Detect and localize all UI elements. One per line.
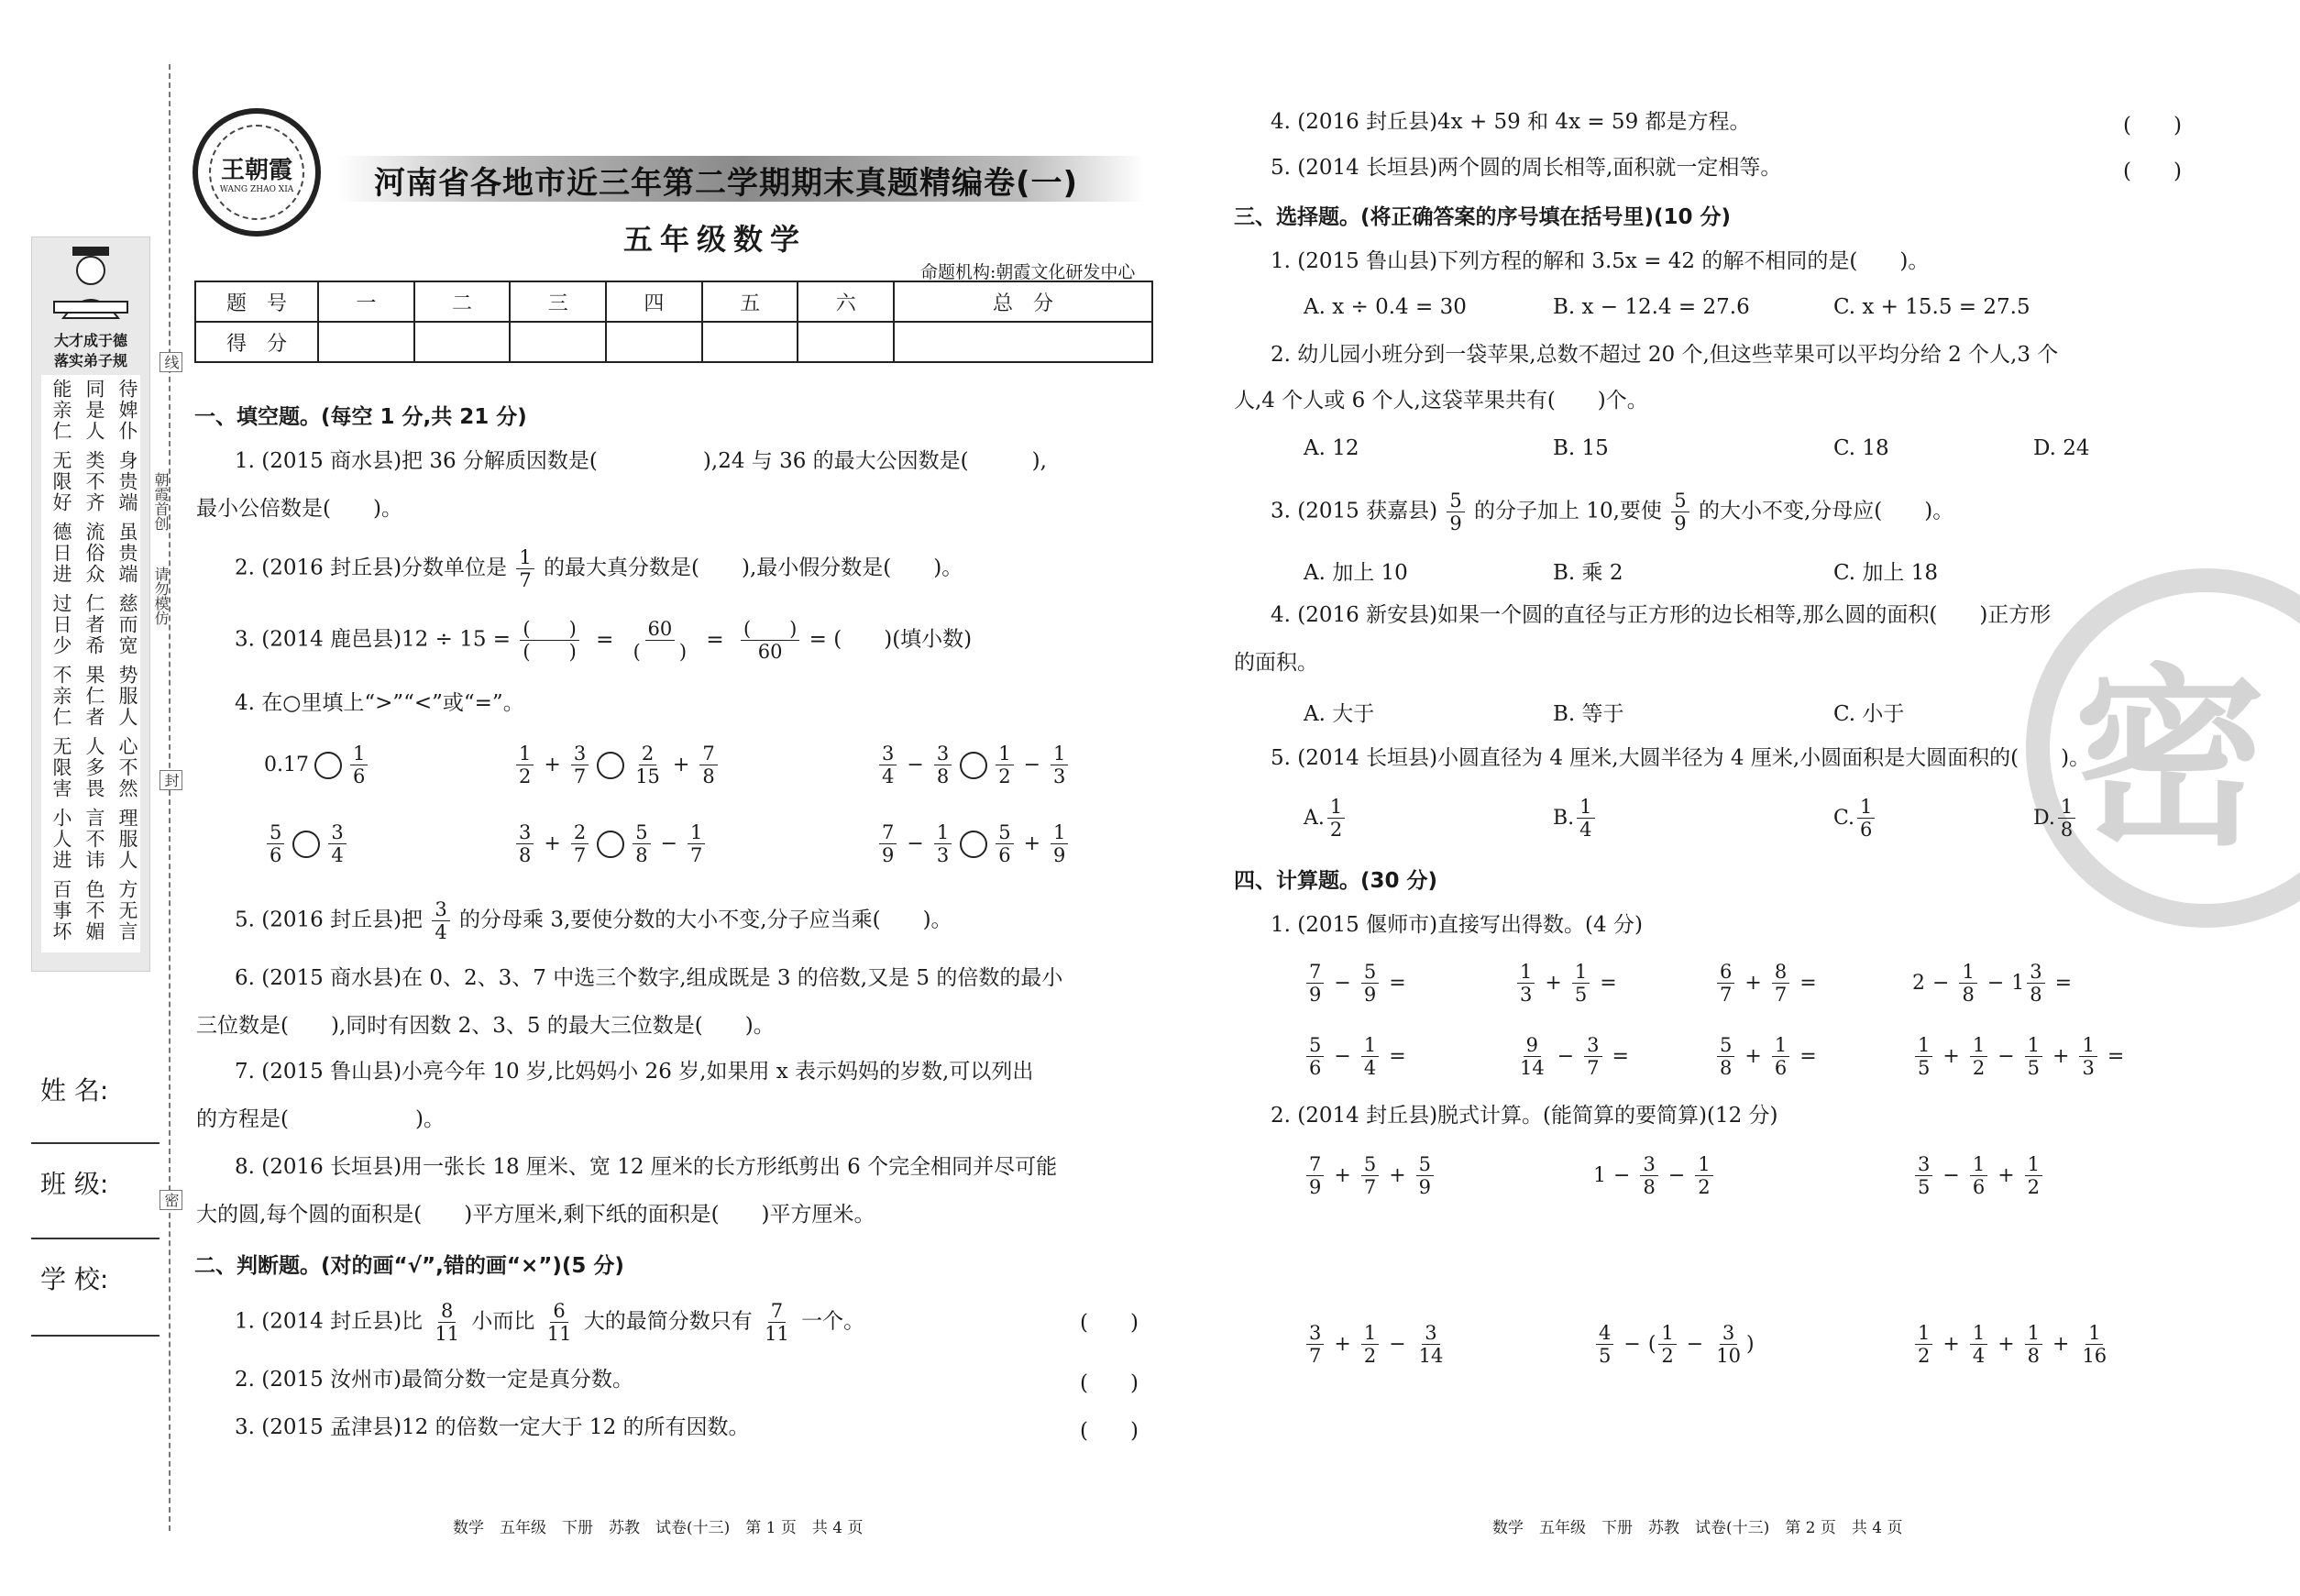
footer-right: 数学 五年级 下册 苏教 试卷(十三) 第 2 页 共 4 页 [1492, 1519, 1903, 1537]
fraction: $\frac{7}{11}$ [765, 1300, 789, 1345]
fraction: $\frac{1}{5}$ [2025, 1034, 2042, 1079]
question-7b: 的方程是( )。 [196, 1107, 445, 1131]
fraction: $\frac{1}{6}$ [350, 743, 368, 787]
motto-col-7a: 理服人 [116, 808, 138, 871]
choice-4-option[interactable]: B. 等于 [1553, 702, 1624, 726]
motto-col-4b: 仁者希 [83, 593, 105, 656]
choice-4a: 4. (2016 新安县)如果一个圆的直径与正方形的边长相等,那么圆的面积( )正方形 [1271, 603, 2052, 627]
choice-3-mid: 的分子加上 10,要使 [1474, 499, 1662, 523]
compare-circle[interactable] [597, 752, 624, 779]
motto-col-2a: 身贵端 [116, 450, 138, 513]
motto-col-4a: 慈而宽 [116, 593, 138, 656]
copyright-label-1: 朝霞首创 [152, 472, 170, 531]
fraction: $\frac{5}{6}$ [1306, 1034, 1324, 1079]
choice-5-option-d[interactable]: D. $\frac{1}{8}$ [2033, 796, 2078, 841]
choice-3-option[interactable]: C. 加上 18 [1833, 561, 1938, 585]
question-6b: 三位数是( ),同时有因数 2、3、5 的最大三位数是( )。 [196, 1014, 775, 1038]
question-5-post: 的分母乘 3,要使分数的大小不变,分子应当乘( )。 [459, 908, 952, 932]
fraction: $\frac{1}{8}$ [2025, 1322, 2042, 1367]
question-1a: 1. (2015 商水县)把 36 分解质因数是( ),24 与 36 的最大公因数是( ), [235, 449, 1047, 473]
fraction: $\frac{3}{4}$ [432, 898, 449, 943]
compare-4 [264, 821, 349, 866]
motto-col-7c: 小人进 [50, 808, 72, 871]
question-2-post: 的最大真分数是( ),最小假分数是( )。 [544, 556, 963, 580]
choice-2b: 人,4 个人或 6 个人,这袋苹果共有( )个。 [1234, 389, 1648, 413]
choice-3-option[interactable]: B. 乘 2 [1553, 561, 1623, 585]
section-fill-blank: 一、填空题。(每空 1 分,共 21 分) [194, 405, 527, 429]
fraction: $\frac{3}{14}$ [1418, 1322, 1444, 1367]
choice-2-option[interactable]: D. 24 [2033, 436, 2090, 460]
choice-5: 5. (2014 长垣县)小圆直径为 4 厘米,大圆半径为 4 厘米,小圆面积是大圆面积的( )。 [1271, 746, 2091, 770]
fraction: $\frac{1}{6}$ [1970, 1153, 1987, 1198]
choice-3-pre: 3. (2015 获嘉县) [1271, 499, 1438, 523]
step-calc-item: $\frac{1}{2}$ + $\frac{1}{4}$ + $\frac{1}{8}$ + $\frac{1}{16}$ [1912, 1322, 2112, 1367]
score-cell[interactable] [414, 322, 511, 362]
score-cell[interactable] [702, 322, 798, 362]
answer-paren[interactable]: ( ) [1080, 1311, 1139, 1335]
judgment-2: 2. (2015 汝州市)最简分数一定是真分数。 [235, 1368, 634, 1392]
score-header-cell: 总 分 [894, 281, 1152, 322]
calc-item: 2 − $\frac{1}{8}$ − 1 $\frac{3}{8}$ = [1912, 961, 2073, 1006]
fraction: $\frac{1}{8}$ [2058, 796, 2075, 841]
author-line: 命题机构:朝霞文化研发中心 [920, 262, 1136, 282]
step-calc-item: 1 − $\frac{3}{8}$ − $\frac{1}{2}$ [1593, 1153, 1716, 1198]
fraction: $\frac{8}{7}$ [1772, 961, 1789, 1006]
fraction: $\frac{7}{9}$ [1306, 961, 1324, 1006]
choice-1-option[interactable]: A. x ÷ 0.4 = 30 [1304, 295, 1467, 319]
school-field[interactable] [31, 1335, 160, 1337]
compare-circle[interactable] [314, 752, 342, 779]
fraction: $\frac{5}{8}$ [633, 821, 650, 866]
question-3-post: = ( )(填小数) [809, 627, 973, 652]
class-label: 班 级: [40, 1169, 109, 1199]
compare-1: 0.17 $\frac{1}{6}$ [264, 743, 370, 787]
fraction: $\frac{1}{5}$ [1572, 961, 1590, 1006]
question-3: 3. (2014 鹿邑县)12 ÷ 15 = $\frac{( )}{( )}$ = $\frac{60}{( )}$ = $\frac{( )}{60}$ = ( )(填小数) [235, 618, 973, 663]
question-8a: 8. (2016 长垣县)用一张长 18 厘米、宽 12 厘米的长方形纸剪出 6 个完全相同并尽可能 [235, 1155, 1058, 1179]
fraction: $\frac{7}{8}$ [699, 743, 717, 787]
binding-dashed-line [169, 64, 171, 1531]
fraction: $\frac{2}{15}$ [635, 743, 660, 787]
score-cell[interactable] [606, 322, 702, 362]
choice-3-option[interactable]: A. 加上 10 [1304, 561, 1408, 585]
calc-item: $\frac{1}{5}$ + $\frac{1}{2}$ − $\frac{1}{5}$ + $\frac{1}{3}$ = [1912, 1034, 2131, 1079]
question-5 [235, 898, 952, 943]
fraction: $\frac{1}{3}$ [934, 821, 952, 866]
fraction: $\frac{5}{9}$ [1671, 490, 1689, 534]
calc-1: 1. (2015 偃师市)直接写出得数。(4 分) [1271, 913, 1643, 937]
question-8b: 大的圆,每个圆的面积是( )平方厘米,剩下纸的面积是( )平方厘米。 [196, 1203, 875, 1227]
compare-2: $\frac{1}{2}$ + $\frac{3}{7}$ $\frac{2}{15}$ + $\frac{7}{8}$ [513, 743, 721, 787]
score-header-cell: 一 [318, 281, 414, 322]
choice-4b: 的面积。 [1234, 651, 1318, 675]
score-cell[interactable] [798, 322, 894, 362]
step-calc-item: $\frac{3}{7}$ + $\frac{1}{2}$ − $\frac{3}{14}$ [1304, 1322, 1448, 1367]
fraction: $\frac{1}{4}$ [1577, 796, 1594, 841]
scholar-illustration [45, 245, 137, 327]
binding-label-1: 线 [160, 352, 182, 372]
fraction-blank: $\frac{( )}{( )}$ [520, 618, 578, 663]
motto-top: 大才成于德 [53, 332, 127, 349]
fraction: $\frac{1}{2}$ [1915, 1322, 1932, 1367]
judgment-1-mid2: 大的最简分数只有 [583, 1309, 753, 1334]
judgment-3: 3. (2015 孟津县)12 的倍数一定大于 12 的所有因数。 [235, 1415, 750, 1439]
fraction: $\frac{3}{8}$ [2027, 961, 2044, 1006]
compare-6: $\frac{7}{9}$ − $\frac{1}{3}$ $\frac{5}{6}$ + $\frac{1}{9}$ [876, 821, 1071, 866]
motto-col-1b: 同是人 [83, 379, 105, 442]
calc-2: 2. (2014 封丘县)脱式计算。(能简算的要简算)(12 分) [1271, 1104, 1778, 1128]
choice-5-option-b[interactable]: B. $\frac{1}{4}$ [1553, 796, 1598, 841]
compare-circle[interactable] [292, 831, 320, 858]
choice-3-post: 的大小不变,分母应( )。 [1698, 499, 1954, 523]
answer-paren[interactable]: ( ) [1080, 1419, 1139, 1443]
answer-paren[interactable]: ( ) [1080, 1371, 1139, 1395]
score-header-cell: 六 [798, 281, 894, 322]
question-2-pre: 2. (2016 封丘县)分数单位是 [235, 556, 508, 580]
score-row-label: 得 分 [195, 322, 318, 362]
logo-text: 王朝霞 [220, 156, 292, 184]
motto-col-1c: 能亲仁 [50, 379, 72, 442]
score-header-cell: 二 [414, 281, 511, 322]
fraction: $\frac{1}{6}$ [1857, 796, 1875, 841]
fraction: $\frac{1}{5}$ [1915, 1034, 1932, 1079]
motto-col-4c: 过日少 [50, 593, 72, 656]
choice-3 [1271, 490, 1953, 534]
fraction: $\frac{3}{8}$ [516, 821, 534, 866]
footer-left: 数学 五年级 下册 苏教 试卷(十三) 第 1 页 共 4 页 [453, 1519, 864, 1537]
choice-1-option[interactable]: C. x + 15.5 = 27.5 [1833, 295, 2030, 319]
fraction: $\frac{1}{2}$ [516, 743, 534, 787]
score-header-cell: 五 [702, 281, 798, 322]
compare-circle[interactable] [960, 752, 987, 779]
class-field[interactable] [31, 1238, 160, 1239]
score-header-cell: 四 [606, 281, 702, 322]
motto-col-8c: 百事坏 [50, 879, 72, 942]
page-title: 河南省各地市近三年第二学期期末真题精编卷(一) [374, 165, 1079, 202]
motto-col-7b: 言不讳 [83, 808, 105, 871]
fraction: $\frac{3}{4}$ [328, 821, 346, 866]
fraction-blank: $\frac{( )}{60}$ [741, 618, 799, 663]
score-cell[interactable] [510, 322, 606, 362]
compare-circle[interactable] [960, 831, 987, 858]
question-6a: 6. (2015 商水县)在 0、2、3、7 中选三个数字,组成既是 3 的倍数,又是 5 的倍数的最小 [235, 966, 1063, 990]
fraction: $\frac{1}{2}$ [1658, 1322, 1676, 1367]
copyright-label-2: 请勿模仿 [152, 567, 170, 625]
motto-col-3b: 流俗众 [83, 522, 105, 585]
subject-title: 五年级数学 [623, 222, 808, 257]
choice-1-option[interactable]: B. x − 12.4 = 27.6 [1553, 295, 1750, 319]
fraction: $\frac{3}{8}$ [1640, 1153, 1657, 1198]
judgment-1-pre: 1. (2014 封丘县)比 [235, 1309, 424, 1334]
score-cell[interactable] [318, 322, 414, 362]
choice-2a: 2. 幼儿园小班分到一袋苹果,总数不超过 20 个,但这些苹果可以平均分给 2 个人,3 个 [1271, 343, 2059, 367]
choice-2-option[interactable]: C. 18 [1833, 436, 1889, 460]
choice-5-option-a[interactable]: A. $\frac{1}{2}$ [1304, 796, 1348, 841]
fraction: $\frac{1}{16}$ [2082, 1322, 2107, 1367]
compare-circle[interactable] [597, 831, 624, 858]
answer-paren[interactable]: ( ) [2123, 114, 2182, 138]
motto-col-3c: 德日进 [50, 522, 72, 585]
fraction: $\frac{1}{3}$ [2079, 1034, 2096, 1079]
choice-5-option-c[interactable]: C. $\frac{1}{6}$ [1833, 796, 1877, 841]
fraction: $\frac{6}{11}$ [546, 1300, 572, 1345]
fraction: $\frac{3}{7}$ [1584, 1034, 1601, 1079]
step-calc-item: $\frac{4}{5}$ − ( $\frac{1}{2}$ − $\frac{3}{10}$ ) [1593, 1322, 1755, 1367]
question-3-pre: 3. (2014 鹿邑县)12 ÷ 15 = [235, 627, 512, 652]
publisher-logo [193, 108, 321, 237]
compare-3: $\frac{3}{4}$ − $\frac{3}{8}$ $\frac{1}{2}$ − $\frac{1}{3}$ [876, 743, 1071, 787]
question-7a: 7. (2015 鲁山县)小亮今年 10 岁,比妈妈小 26 岁,如果用 x 表示妈妈的岁数,可以列出 [235, 1060, 1034, 1084]
fraction: $\frac{1}{2}$ [1361, 1322, 1379, 1367]
fraction: $\frac{1}{2}$ [1695, 1153, 1712, 1198]
fraction: $\frac{5}{8}$ [1717, 1034, 1734, 1079]
fraction: $\frac{3}{7}$ [571, 743, 589, 787]
fraction: $\frac{8}{11}$ [435, 1300, 460, 1345]
motto-col-5b: 果仁者 [83, 665, 105, 728]
motto-panel [31, 237, 150, 972]
fraction: $\frac{3}{10}$ [1716, 1322, 1741, 1367]
choice-2-option[interactable]: B. 15 [1553, 436, 1609, 460]
confidential-stamp-char: 密 [2074, 645, 2267, 872]
fraction: $\frac{3}{4}$ [879, 743, 897, 787]
choice-4-option[interactable]: A. 大于 [1304, 702, 1375, 726]
judgment-5: 5. (2014 长垣县)两个圆的周长相等,面积就一定相等。 [1271, 156, 1782, 180]
choice-2-option[interactable]: A. 12 [1304, 436, 1359, 460]
score-header-cell: 三 [510, 281, 606, 322]
logo-sub: WANG ZHAO XIA [219, 184, 294, 194]
fraction: $\frac{1}{3}$ [1517, 961, 1535, 1006]
fraction: $\frac{5}{6}$ [996, 821, 1013, 866]
calc-item: $\frac{5}{8}$ + $\frac{1}{6}$ = [1714, 1034, 1824, 1079]
motto-col-1a: 待婢仆 [116, 379, 138, 442]
fraction: $\frac{1}{7}$ [516, 546, 534, 591]
fraction: $\frac{1}{2}$ [1970, 1034, 1987, 1079]
question-2 [235, 546, 963, 591]
binding-label-2: 封 [160, 770, 182, 790]
fraction: $\frac{2}{7}$ [571, 821, 589, 866]
fraction: $\frac{3}{7}$ [1306, 1322, 1324, 1367]
fraction: $\frac{3}{5}$ [1915, 1153, 1932, 1198]
fraction: $\frac{1}{8}$ [1959, 961, 1976, 1006]
fraction: $\frac{1}{9}$ [1051, 821, 1068, 866]
section-calculation: 四、计算题。(30 分) [1234, 869, 1438, 893]
question-4: 4. 在○里填上“>”“<”或“=”。 [235, 691, 524, 715]
fraction-blank: $\frac{60}{( )}$ [633, 618, 688, 663]
fraction: $\frac{9}{14}$ [1520, 1034, 1545, 1079]
motto-col-8b: 色不媚 [83, 879, 105, 942]
fraction: $\frac{1}{3}$ [1051, 743, 1068, 787]
school-label: 学 校: [40, 1264, 109, 1294]
fraction: $\frac{5}{9}$ [1447, 490, 1464, 534]
motto-col-5a: 势服人 [116, 665, 138, 728]
motto-col-6b: 人多畏 [83, 736, 105, 799]
score-table [194, 281, 1153, 363]
score-header-cell: 题 号 [195, 281, 318, 322]
motto-col-2b: 类不齐 [83, 450, 105, 513]
motto-col-5c: 不亲仁 [50, 665, 72, 728]
step-calc-item: $\frac{7}{9}$ + $\frac{5}{7}$ + $\frac{5}{9}$ [1304, 1153, 1436, 1198]
fraction: $\frac{1}{4}$ [1361, 1034, 1379, 1079]
motto-col-8a: 方无言 [116, 879, 138, 942]
fraction: $\frac{7}{9}$ [879, 821, 897, 866]
fraction: $\frac{7}{9}$ [1306, 1153, 1324, 1198]
judgment-4: 4. (2016 封丘县)4x + 59 和 4x = 59 都是方程。 [1271, 110, 1751, 134]
motto-columns [41, 375, 140, 952]
motto-col-6a: 心不然 [116, 736, 138, 799]
name-field[interactable] [31, 1142, 160, 1144]
fraction: $\frac{3}{8}$ [934, 743, 952, 787]
judgment-1 [235, 1300, 864, 1345]
choice-4-option[interactable]: C. 小于 [1833, 702, 1905, 726]
binding-label-3: 密 [160, 1190, 182, 1210]
fraction: $\frac{5}{9}$ [1416, 1153, 1434, 1198]
calc-item: $\frac{5}{6}$ − $\frac{1}{4}$ = [1304, 1034, 1414, 1079]
fraction: $\frac{5}{7}$ [1361, 1153, 1379, 1198]
motto-bottom: 落实弟子规 [53, 352, 127, 369]
compare-5: $\frac{3}{8}$ + $\frac{2}{7}$ $\frac{5}{8}$ − $\frac{1}{7}$ [513, 821, 708, 866]
name-label: 姓 名: [40, 1075, 109, 1106]
fraction: $\frac{5}{6}$ [267, 821, 284, 866]
judgment-1-post: 一个。 [801, 1309, 865, 1334]
motto-col-2c: 无限好 [50, 450, 72, 513]
calc-item: $\frac{9}{14}$ − $\frac{3}{7}$ = [1514, 1034, 1636, 1079]
fraction: $\frac{4}{5}$ [1596, 1322, 1613, 1367]
fraction: $\frac{5}{9}$ [1361, 961, 1379, 1006]
motto-col-6c: 无限害 [50, 736, 72, 799]
section-choice: 三、选择题。(将正确答案的序号填在括号里)(10 分) [1234, 205, 1732, 229]
score-table-row [195, 322, 1152, 362]
question-1b: 最小公倍数是( )。 [196, 497, 402, 521]
fraction: $\frac{1}{4}$ [1970, 1322, 1987, 1367]
choice-1: 1. (2015 鲁山县)下列方程的解和 3.5x = 42 的解不相同的是( )。 [1271, 249, 1930, 273]
judgment-1-mid1: 小而比 [471, 1309, 535, 1334]
section-judgment: 二、判断题。(对的画“√”,错的画“×”)(5 分) [194, 1254, 624, 1278]
answer-paren[interactable]: ( ) [2123, 160, 2182, 183]
motto-col-3a: 虽贵端 [116, 522, 138, 585]
calc-item: $\frac{6}{7}$ + $\frac{8}{7}$ = [1714, 961, 1824, 1006]
calc-item: $\frac{7}{9}$ − $\frac{5}{9}$ = [1304, 961, 1414, 1006]
fraction: $\frac{1}{6}$ [1772, 1034, 1789, 1079]
score-table-header [195, 281, 1152, 322]
calc-item: $\frac{1}{3}$ + $\frac{1}{5}$ = [1514, 961, 1624, 1006]
fraction: $\frac{1}{2}$ [996, 743, 1013, 787]
question-5-pre: 5. (2016 封丘县)把 [235, 908, 424, 932]
fraction: $\frac{1}{7}$ [688, 821, 705, 866]
fraction: $\frac{1}{2}$ [2025, 1153, 2042, 1198]
fraction: $\frac{1}{2}$ [1327, 796, 1345, 841]
score-cell[interactable] [894, 322, 1152, 362]
fraction: $\frac{6}{7}$ [1717, 961, 1734, 1006]
step-calc-item: $\frac{3}{5}$ − $\frac{1}{6}$ + $\frac{1}{2}$ [1912, 1153, 2045, 1198]
